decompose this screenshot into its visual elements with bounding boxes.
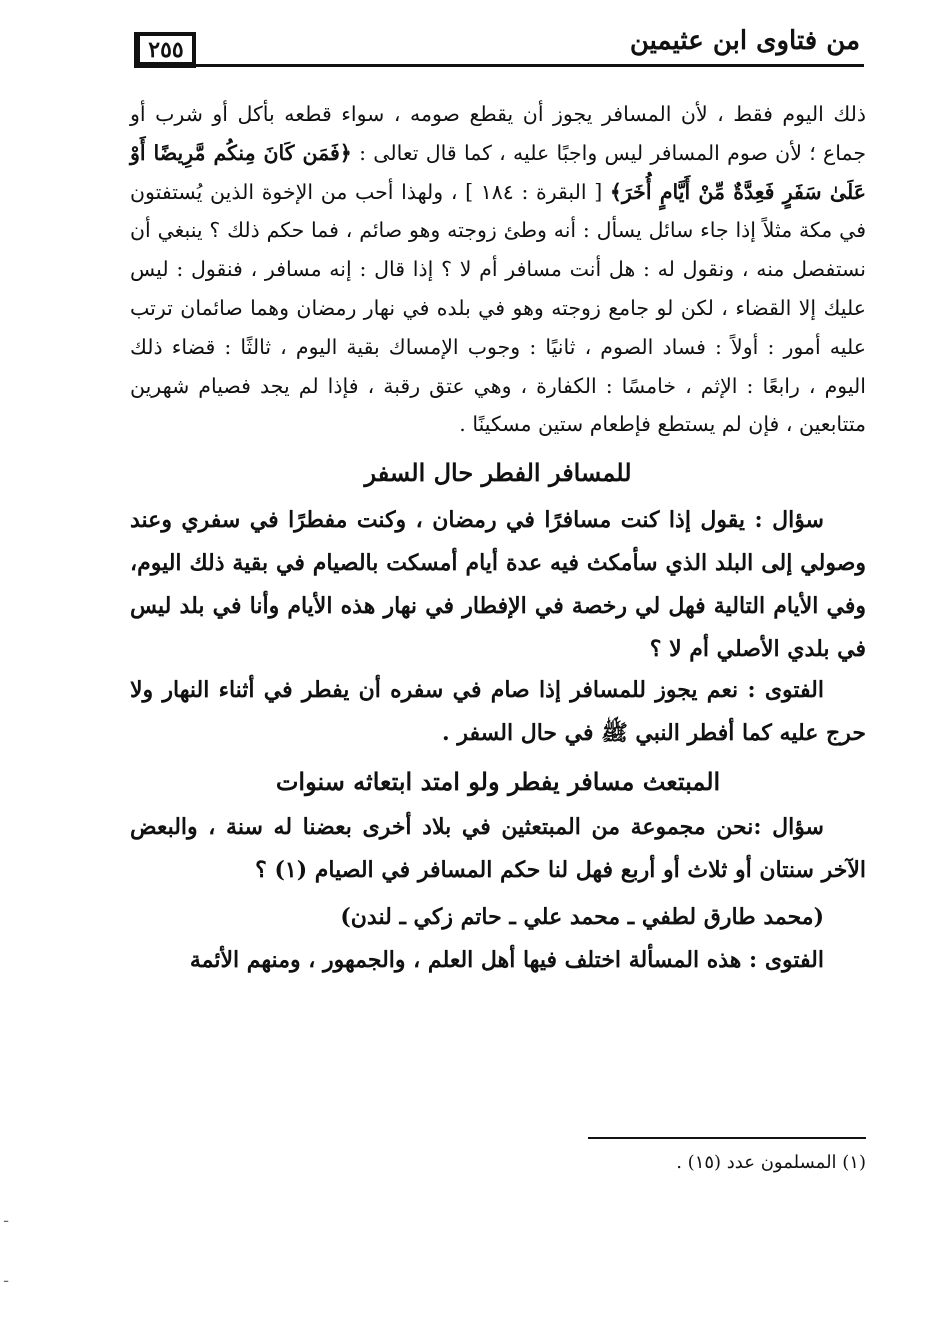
- askers-line: (محمد طارق لطفي ـ محمد علي ـ حاتم زكي ـ لندن): [340, 904, 824, 931]
- scan-mark: ـ: [4, 1270, 9, 1286]
- intro-text-a: ذلك اليوم فقط ، لأن المسافر يجوز أن يقطع صومه ، سواء قطعه بأكل أو شرب أو جماع ؛ لأن صوم المسافر ليس واجبًا عليه ، كما قال تعالى :: [130, 102, 867, 165]
- page-number-box: [134, 32, 196, 68]
- footnote-rule: [588, 1137, 866, 1139]
- question-2-text: سؤال :نحن مجموعة من المبتعثين في بلاد أخرى بعضنا له سنة ، والبعض الآخر سنتان أو ثلاث أو أربع فهل لنا حكم المسافر في الصيام: [130, 814, 866, 884]
- footnote-ref: (١) ؟: [255, 857, 315, 884]
- question-paragraph-2: [130, 806, 866, 892]
- section-heading-scholarship: المبتعث مسافر يفطر ولو امتد ابتعاثه سنوات: [275, 767, 721, 797]
- intro-paragraph: [130, 95, 866, 444]
- answer-paragraph-1: الفتوى : نعم يجوز للمسافر إذا صام في سفره أن يفطر في أثناء النهار ولا حرج عليه كما أفطر النبي ﷺ في حال السفر .: [130, 677, 866, 747]
- scan-mark: ـ: [4, 1210, 9, 1226]
- quran-verse: ﴿فَمَن كَانَ مِنكُم مَّرِيضًا أَوْ عَلَىٰ سَفَرٍ فَعِدَّةٌ مِّنْ أَيَّامٍ أُخَرَ﴾: [130, 140, 866, 204]
- answer-paragraph-2: الفتوى : هذه المسألة اختلف فيها أهل العلم ، والجمهور ، ومنهم الأئمة: [189, 947, 824, 974]
- header-rule: [134, 64, 864, 67]
- page-number: ٢٥٥: [148, 37, 184, 63]
- book-title: من فتاوى ابن عثيمين: [629, 26, 860, 56]
- section-heading-traveler: للمسافر الفطر حال السفر: [364, 458, 632, 488]
- question-paragraph-1: سؤال : يقول إذا كنت مسافرًا في رمضان ، وكنت مفطرًا في سفري وعند وصولي إلى البلد الذي سأمكث فيه عدة أيام أمسكت بالصيام في بقية ذلك اليوم، وفي الأيام التالية فهل لي رخصة في الإفطار في نهار هذه الأيام وأنا في بلد ليس في بلدي الأصلي أم لا ؟: [130, 507, 866, 663]
- footnote: (١) المسلمون عدد (١٥) .: [676, 1152, 866, 1173]
- page-body: [130, 95, 866, 982]
- intro-text-b: [ البقرة : ١٨٤ ] ، ولهذا أحب من الإخوة الذين يُستفتون في مكة مثلاً إذا جاء سائل يسأل : أنه وطئ زوجته وهو صائم ، فما حكم ذلك ؟ ينبغي أن نستفصل منه ، ونقول له : هل أنت مسافر أم لا ؟ إذا قال : إنه مسافر ، فنقول : ليس عليك إلا القضاء ، لكن لو جامع زوجته وهو في بلده في نهار رمضان وهما صائمان ترتب عليه أمور : أولاً : فساد الصوم ، ثانيًا : وجوب الإمساك بقية اليوم ، ثالثًا : قضاء ذلك اليوم ، رابعًا : الإثم ، خامسًا : الكفارة ، وهي عتق رقبة ، فإذا لم يجد فصيام شهرين متتابعين ، فإن لم يستطع فإطعام ستين مسكينًا .: [130, 179, 866, 437]
